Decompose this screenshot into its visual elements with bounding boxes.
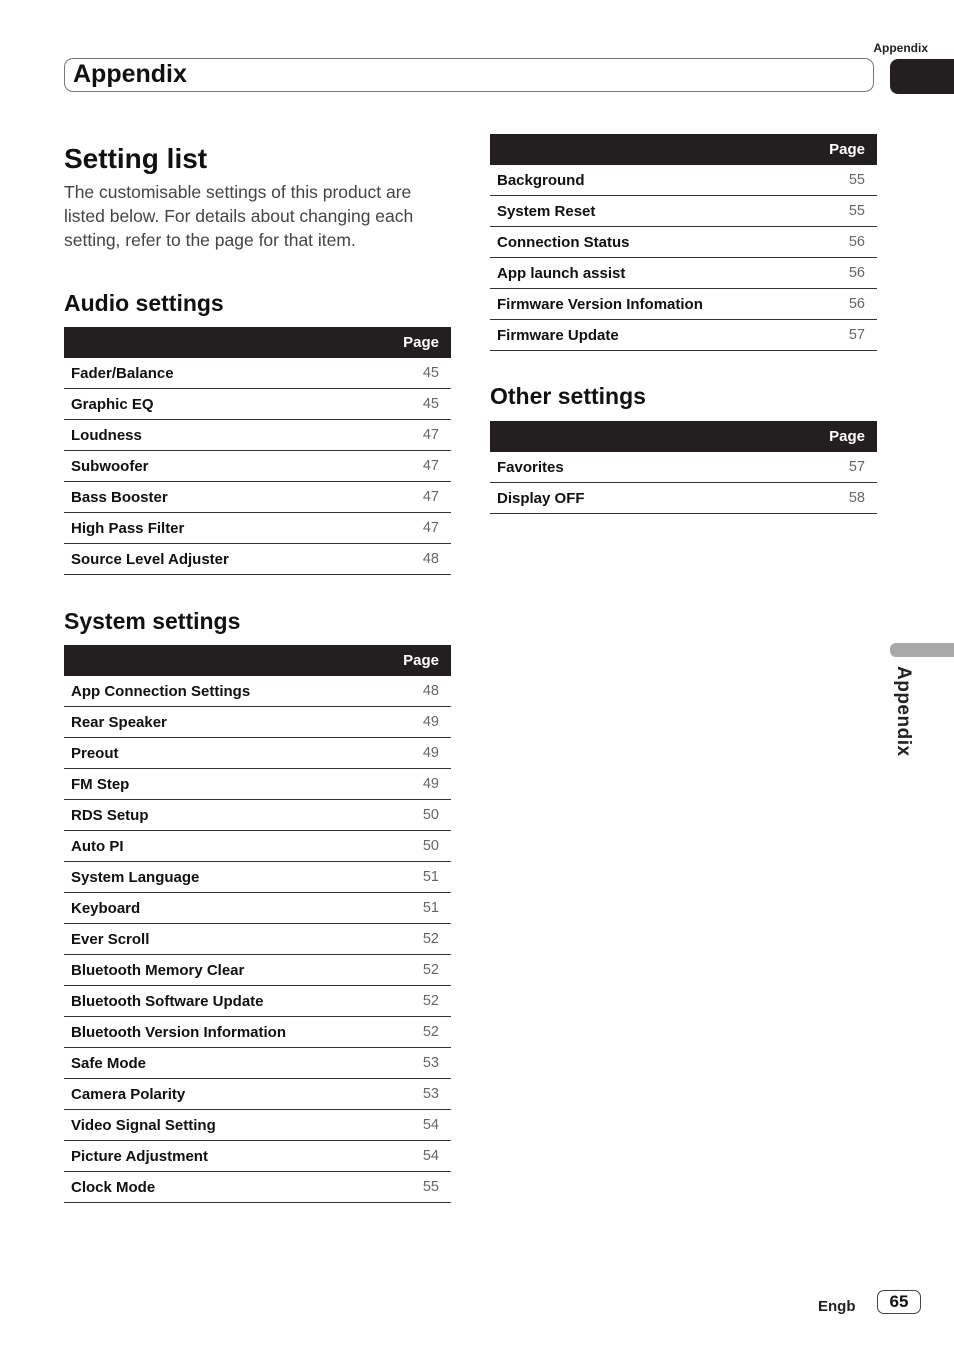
setting-name: Keyboard (64, 893, 400, 924)
setting-name: Subwoofer (64, 451, 387, 482)
setting-page-number: 54 (400, 1141, 451, 1172)
setting-name: Rear Speaker (64, 707, 400, 738)
table-row (64, 513, 451, 544)
setting-page-number: 57 (781, 452, 877, 483)
table-row (490, 227, 877, 258)
page-column-header: Page (490, 421, 877, 452)
table-row (64, 1141, 451, 1172)
setting-name: Camera Polarity (64, 1079, 400, 1110)
table-row (490, 165, 877, 196)
setting-page-number: 47 (387, 420, 451, 451)
setting-page-number: 56 (825, 227, 877, 258)
setting-name: Background (490, 165, 825, 196)
section-banner-title: Appendix (73, 60, 187, 88)
setting-page-number: 49 (400, 738, 451, 769)
table-row (64, 862, 451, 893)
setting-name: Firmware Version Infomation (490, 289, 825, 320)
setting-name: Favorites (490, 452, 781, 483)
setting-name: Bluetooth Software Update (64, 986, 400, 1017)
setting-name: Graphic EQ (64, 389, 387, 420)
table-row (490, 483, 877, 514)
setting-page-number: 56 (825, 258, 877, 289)
table-row (490, 320, 877, 351)
setting-name: Safe Mode (64, 1048, 400, 1079)
setting-name: Firmware Update (490, 320, 825, 351)
setting-page-number: 52 (400, 1017, 451, 1048)
setting-name: Fader/Balance (64, 358, 387, 389)
setting-page-number: 58 (781, 483, 877, 514)
setting-page-number: 51 (400, 893, 451, 924)
setting-page-number: 47 (387, 513, 451, 544)
table-row (64, 482, 451, 513)
setting-name: Picture Adjustment (64, 1141, 400, 1172)
setting-page-number: 53 (400, 1048, 451, 1079)
setting-name: High Pass Filter (64, 513, 387, 544)
setting-name: Connection Status (490, 227, 825, 258)
setting-page-number: 50 (400, 831, 451, 862)
table-row (64, 1079, 451, 1110)
setting-page-number: 51 (400, 862, 451, 893)
table-row (64, 420, 451, 451)
intro-text: The customisable settings of this product are listed below. For details about changing each setting, refer to the page for that item. (64, 182, 414, 250)
setting-name: Video Signal Setting (64, 1110, 400, 1141)
table-row (64, 738, 451, 769)
setting-page-number: 52 (400, 955, 451, 986)
setting-name: System Language (64, 862, 400, 893)
table-header-row (490, 421, 877, 452)
setting-name: Loudness (64, 420, 387, 451)
setting-page-number: 49 (400, 707, 451, 738)
table-header-row (490, 134, 877, 165)
other-settings-table (490, 421, 877, 514)
table-row (64, 955, 451, 986)
table-row (64, 986, 451, 1017)
setting-name: System Reset (490, 196, 825, 227)
table-row (64, 707, 451, 738)
setting-name: Bass Booster (64, 482, 387, 513)
footer-language-code: Engb (818, 1298, 856, 1315)
setting-name: Clock Mode (64, 1172, 400, 1203)
table-row (64, 1110, 451, 1141)
setting-page-number: 54 (400, 1110, 451, 1141)
setting-page-number: 49 (400, 769, 451, 800)
table-header-row (64, 645, 451, 676)
table-row (64, 358, 451, 389)
setting-page-number: 55 (825, 196, 877, 227)
setting-page-number: 56 (825, 289, 877, 320)
setting-name: Display OFF (490, 483, 781, 514)
setting-page-number: 55 (400, 1172, 451, 1203)
table-row (64, 800, 451, 831)
setting-page-number: 47 (387, 451, 451, 482)
page-number: 65 (877, 1290, 921, 1314)
setting-page-number: 52 (400, 924, 451, 955)
setting-page-number: 47 (387, 482, 451, 513)
table-row (490, 196, 877, 227)
setting-name: App launch assist (490, 258, 825, 289)
table-row (490, 452, 877, 483)
setting-name: App Connection Settings (64, 676, 400, 707)
table-row (490, 258, 877, 289)
setting-name: RDS Setup (64, 800, 400, 831)
other-settings-heading: Other settings (490, 383, 646, 409)
setting-page-number: 45 (387, 358, 451, 389)
system-settings-continued-table (490, 134, 877, 351)
setting-name: Source Level Adjuster (64, 544, 387, 575)
table-row (64, 451, 451, 482)
setting-page-number: 48 (400, 676, 451, 707)
audio-settings-heading: Audio settings (64, 290, 224, 316)
page-column-header: Page (490, 134, 877, 165)
setting-name: Ever Scroll (64, 924, 400, 955)
setting-name: FM Step (64, 769, 400, 800)
side-tab (890, 643, 954, 657)
banner-tab (890, 59, 954, 94)
setting-page-number: 48 (387, 544, 451, 575)
table-row (64, 1172, 451, 1203)
table-row (64, 769, 451, 800)
setting-page-number: 55 (825, 165, 877, 196)
system-settings-heading: System settings (64, 608, 241, 634)
running-head: Appendix (873, 41, 928, 55)
audio-settings-table (64, 327, 451, 575)
table-row (490, 289, 877, 320)
section-banner (64, 58, 874, 92)
table-row (64, 924, 451, 955)
table-row (64, 831, 451, 862)
side-section-label: Appendix (893, 666, 914, 757)
table-header-row (64, 327, 451, 358)
page-column-header: Page (64, 327, 451, 358)
page-column-header: Page (64, 645, 451, 676)
setting-page-number: 53 (400, 1079, 451, 1110)
table-row (64, 1017, 451, 1048)
setting-page-number: 57 (825, 320, 877, 351)
table-row (64, 893, 451, 924)
setting-name: Bluetooth Version Information (64, 1017, 400, 1048)
setting-page-number: 45 (387, 389, 451, 420)
setting-page-number: 52 (400, 986, 451, 1017)
setting-name: Auto PI (64, 831, 400, 862)
table-row (64, 1048, 451, 1079)
table-row (64, 676, 451, 707)
setting-name: Preout (64, 738, 400, 769)
page-title: Setting list (64, 143, 208, 174)
setting-name: Bluetooth Memory Clear (64, 955, 400, 986)
table-row (64, 544, 451, 575)
table-row (64, 389, 451, 420)
system-settings-table (64, 645, 451, 1203)
setting-page-number: 50 (400, 800, 451, 831)
